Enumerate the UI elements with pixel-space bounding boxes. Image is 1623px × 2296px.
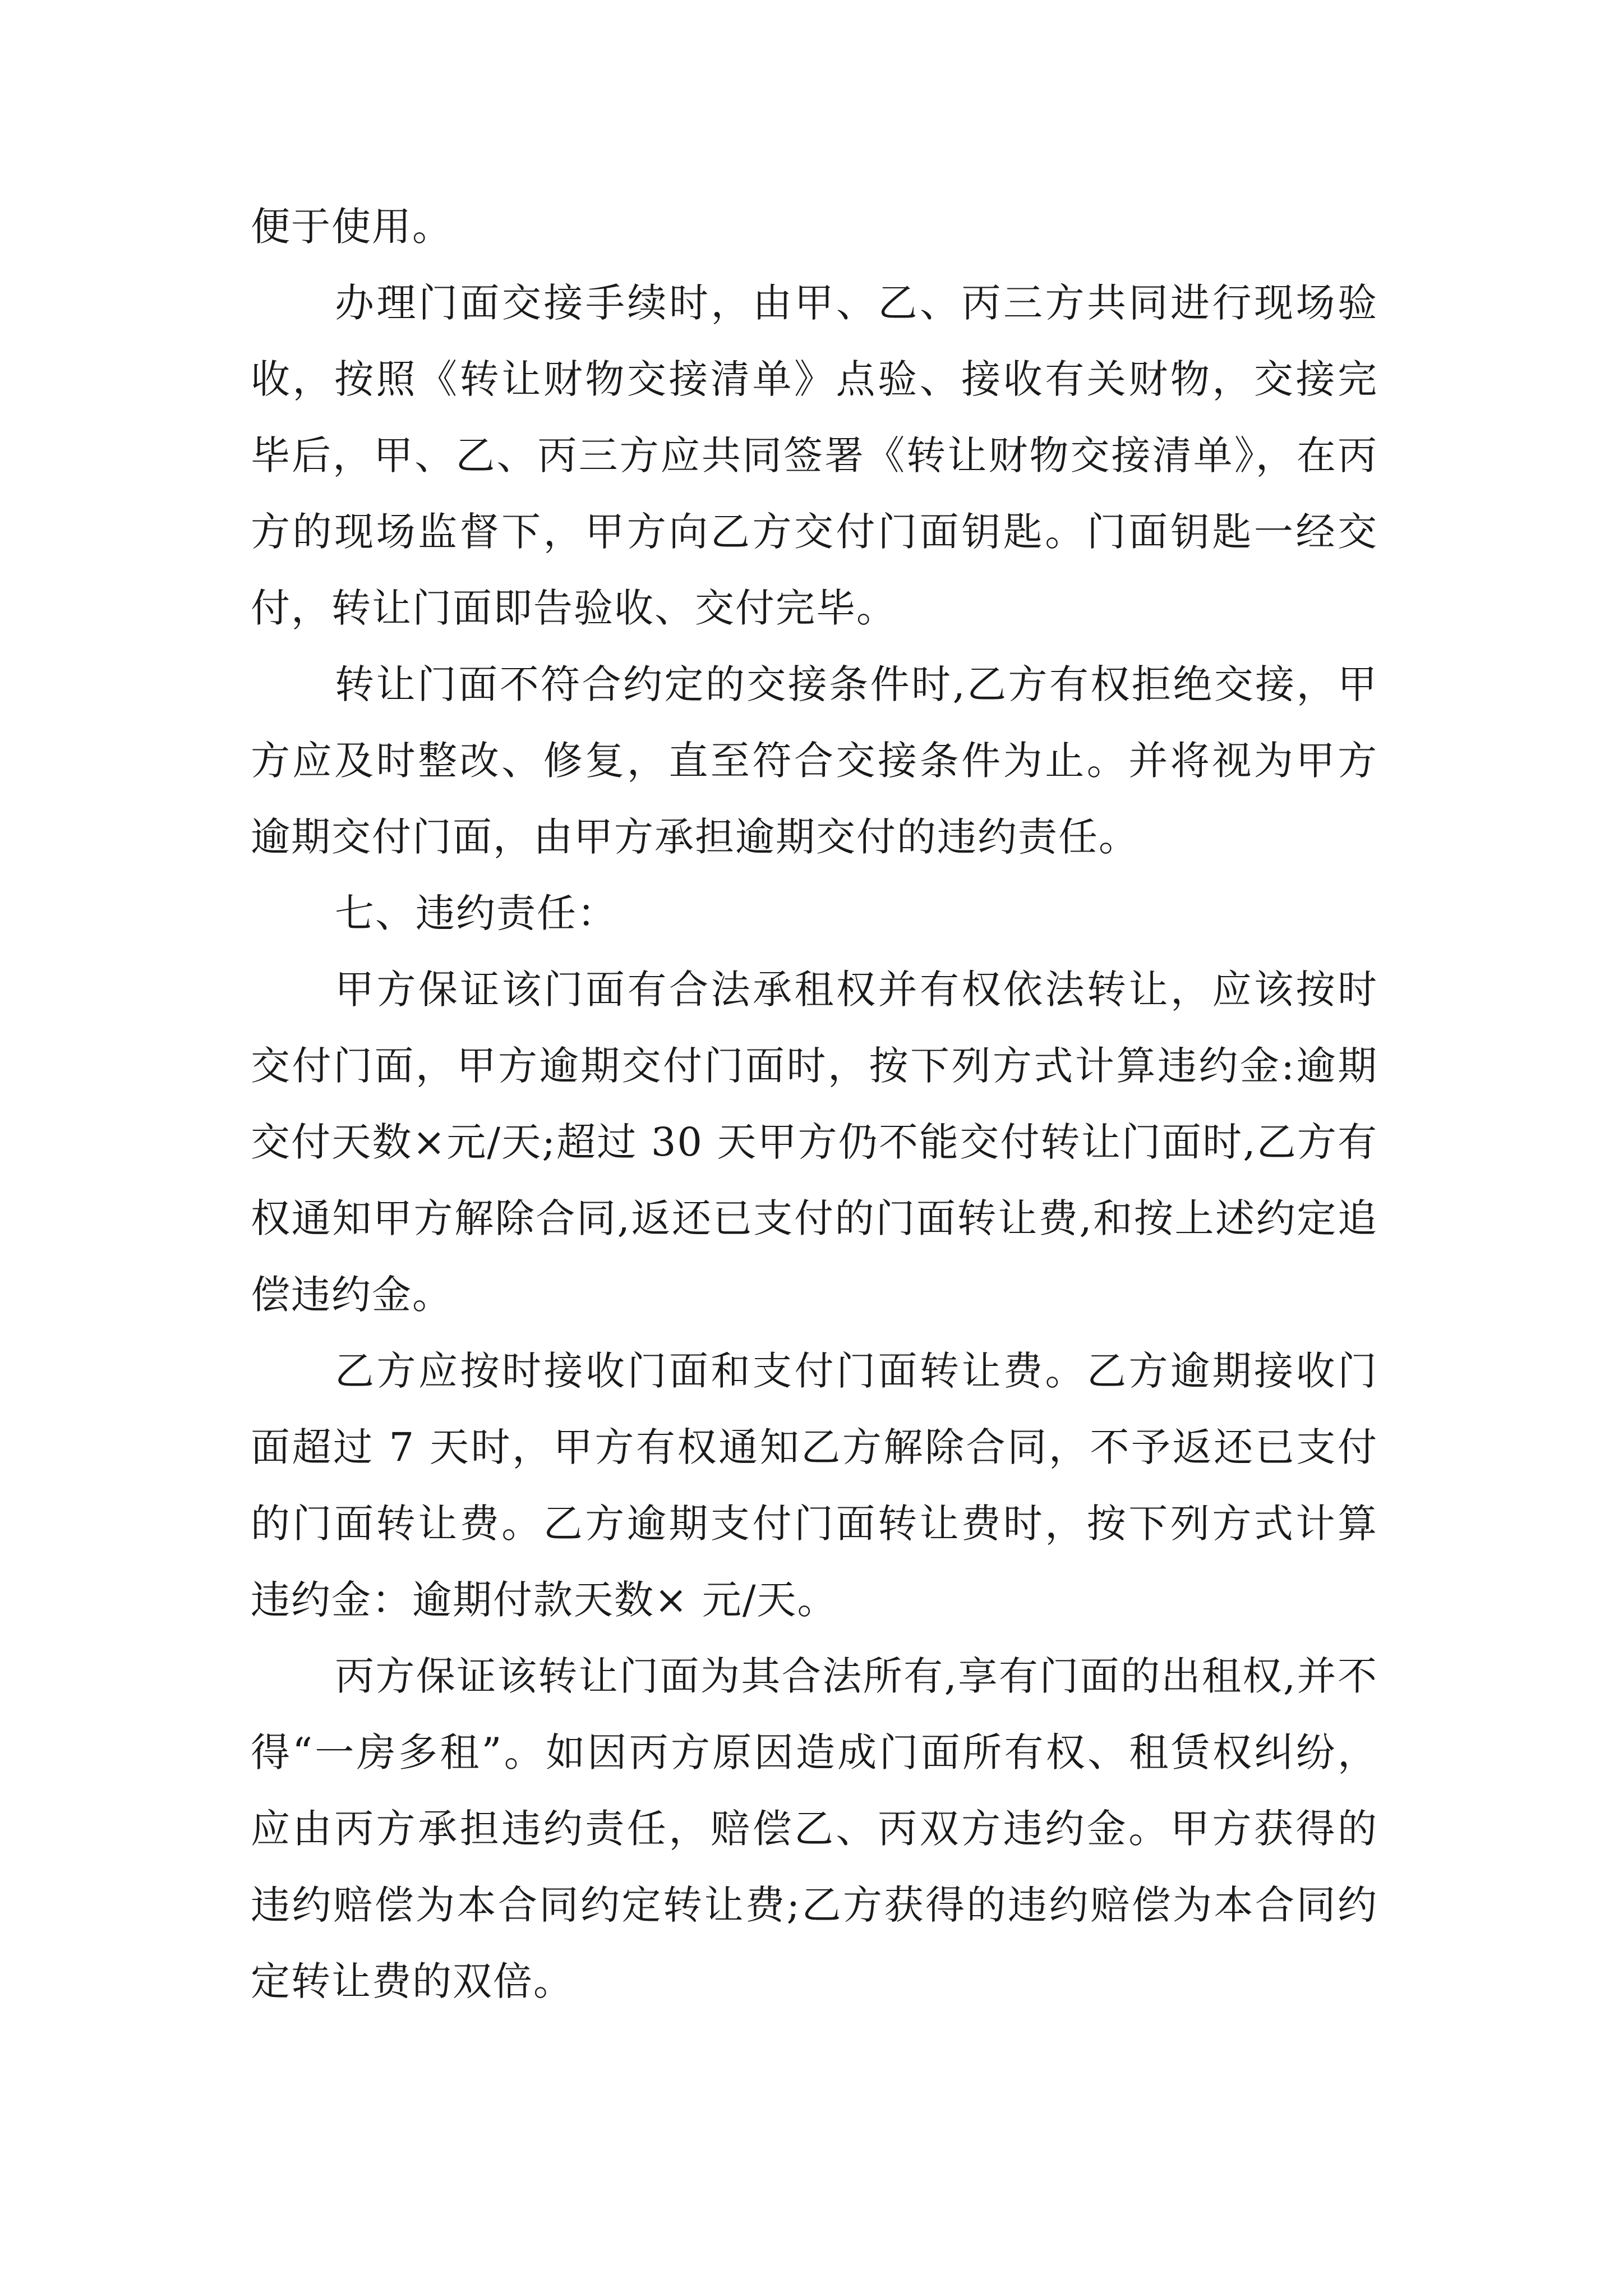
paragraph-continuation: 便于使用。: [251, 204, 453, 250]
document-body: [251, 188, 1378, 2019]
paragraph-handover-conditions: 转让门面不符合约定的交接条件时,乙方有权拒绝交接，甲方应及时整改、修复，直至符合交接条件为止。并将视为甲方逾期交付门面，由甲方承担逾期交付的违约责任。: [251, 661, 1378, 860]
section-heading-liability: 七、违约责任：: [335, 890, 617, 936]
paragraph-party-c-liability: 丙方保证该转让门面为其合法所有,享有门面的出租权,并不得“一房多租”。如因丙方原因造成门面所有权、租赁权纠纷，应由丙方承担违约责任，赔偿乙、丙双方违约金。甲方获得的违约赔偿为本合同约定转让费;乙方获得的违约赔偿为本合同约定转让费的双倍。: [251, 1653, 1378, 2004]
paragraph-party-a-liability: 甲方保证该门面有合法承租权并有权依法转让，应该按时交付门面，甲方逾期交付门面时，按下列方式计算违约金:逾期交付天数×元/天;超过 30 天甲方仍不能交付转让门面时,乙方有权通知甲方解除合同,返还已支付的门面转让费,和按上述约定追偿违约金。: [251, 967, 1378, 1318]
paragraph-handover-procedure: 办理门面交接手续时，由甲、乙、丙三方共同进行现场验收，按照《转让财物交接清单》点验、接收有关财物，交接完毕后，甲、乙、丙三方应共同签署《转让财物交接清单》，在丙方的现场监督下，甲方向乙方交付门面钥匙。门面钥匙一经交付，转让门面即告验收、交付完毕。: [251, 280, 1378, 631]
paragraph-party-b-liability: 乙方应按时接收门面和支付门面转让费。乙方逾期接收门面超过 7 天时，甲方有权通知乙方解除合同，不予返还已支付的门面转让费。乙方逾期支付门面转让费时，按下列方式计算违约金：逾期付款天数× 元/天。: [251, 1348, 1378, 1623]
